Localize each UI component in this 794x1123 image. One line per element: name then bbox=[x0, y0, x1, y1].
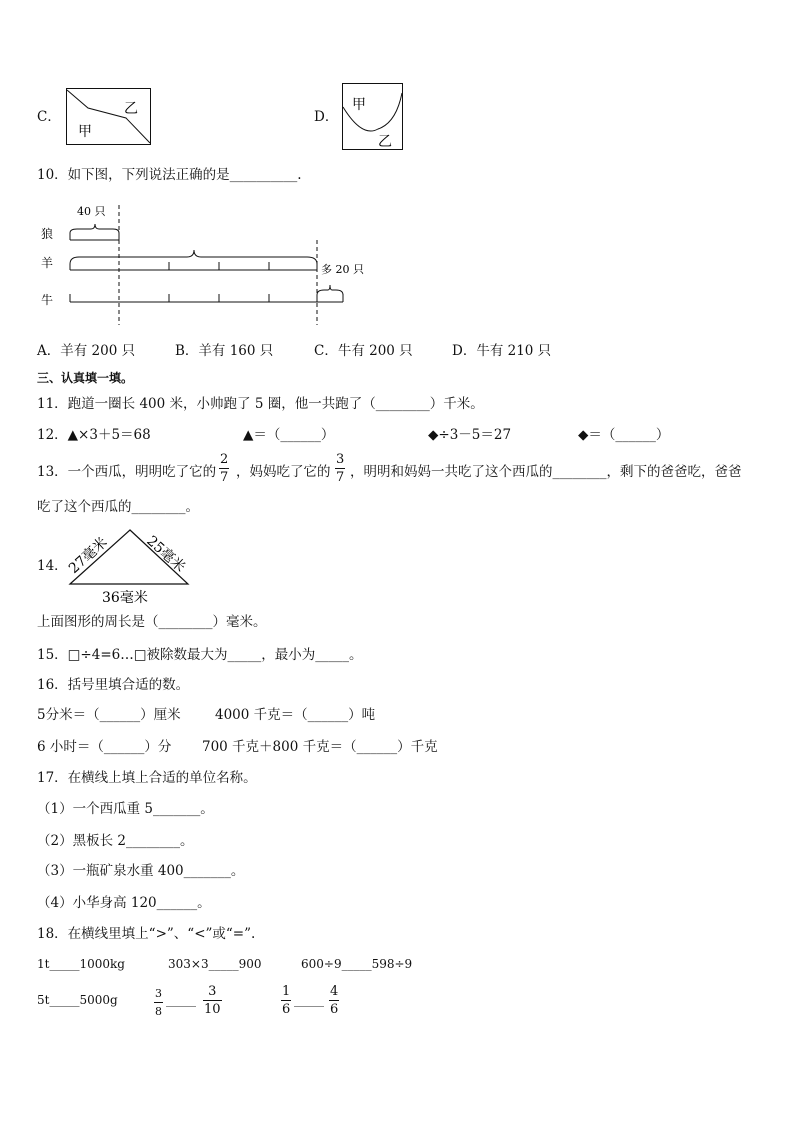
question-12-ans-b[interactable]: ◆＝（______） bbox=[578, 427, 670, 443]
option-c-bottom-label: 甲 bbox=[78, 124, 92, 140]
question-13-part-3: ，明明和妈妈一共吃了这个西瓜的________，剩下的爸爸吃，爸爸 bbox=[350, 464, 742, 480]
section-3-title: 三、认真填一填。 bbox=[37, 371, 134, 385]
q10-answer-blank[interactable]: __________ bbox=[229, 167, 298, 183]
question-13-line-2: 吃了这个西瓜的________。 bbox=[37, 499, 199, 515]
sheep-label: 羊 bbox=[41, 256, 54, 270]
q18-fraction-3-10: 3 10 bbox=[204, 984, 221, 1017]
q17-item-2: （2）黑板长 2________。 bbox=[37, 833, 194, 849]
q18-item-4: 5t_____5000g bbox=[37, 993, 118, 1007]
question-13-part-1: 13．一个西瓜，明明吃了它的 bbox=[37, 464, 217, 480]
question-12-ans-a[interactable]: ▲＝（______） bbox=[243, 427, 335, 443]
q18-fraction-4-6: 4 6 bbox=[330, 984, 339, 1017]
option-d-label: D． bbox=[314, 109, 339, 125]
q10-option-a[interactable]: A．羊有 200 只 bbox=[37, 343, 136, 359]
question-14-text: 上面图形的周长是（________）毫米。 bbox=[37, 614, 267, 630]
question-16-title: 16．括号里填合适的数。 bbox=[37, 677, 190, 693]
q18-fraction-3-8: 3 8 bbox=[155, 987, 162, 1018]
question-12-eq-a: 12．▲×3＋5＝68 bbox=[37, 427, 151, 443]
triangle-right-side: 25毫米 bbox=[143, 533, 189, 576]
question-14-number: 14． bbox=[37, 558, 68, 574]
q18-blank-6[interactable]: _____ bbox=[294, 993, 324, 1007]
q18-item-1: 1t_____1000kg bbox=[37, 957, 125, 971]
wolf-count: 40 只 bbox=[77, 205, 106, 218]
q10-option-d[interactable]: D．牛有 210 只 bbox=[452, 343, 552, 359]
triangle-left-side: 27毫米 bbox=[65, 534, 111, 577]
cow-label: 牛 bbox=[41, 293, 54, 307]
q16-item-3: 6 小时＝（______）分 bbox=[37, 739, 172, 755]
more-label: 多 20 只 bbox=[321, 263, 364, 276]
question-15: 15．□÷4=6…□被除数最大为_____，最小为_____。 bbox=[37, 647, 363, 663]
option-d-bottom-label: 乙 bbox=[378, 134, 392, 150]
option-d-figure bbox=[342, 83, 404, 151]
option-d-top-label: 甲 bbox=[352, 97, 366, 113]
question-17-title: 17．在横线上填上合适的单位名称。 bbox=[37, 770, 257, 786]
q17-item-4: （4）小华身高 120______。 bbox=[37, 895, 211, 911]
q17-item-3: （3）一瓶矿泉水重 400_______。 bbox=[37, 863, 245, 879]
q14-triangle-figure bbox=[64, 526, 194, 608]
q13-fraction-2: 3 7 bbox=[336, 452, 345, 485]
q16-item-4: 700 千克＋800 千克＝（______）千克 bbox=[202, 739, 438, 755]
q10-diagram bbox=[37, 200, 377, 330]
wolf-label: 狼 bbox=[41, 227, 54, 241]
question-11: 11．跑道一圈长 400 米，小帅跑了 5 圈，他一共跑了（________）千米。 bbox=[37, 396, 484, 412]
option-c-label: C． bbox=[37, 109, 61, 125]
option-c-top-label: 乙 bbox=[124, 101, 138, 117]
q18-blank-5[interactable]: _____ bbox=[166, 993, 196, 1007]
q18-item-2: 303×3_____900 bbox=[168, 957, 262, 971]
question-12-eq-b: ◆÷3－5＝27 bbox=[428, 427, 512, 443]
q10-stem: 10．如下图，下列说法正确的是__________. bbox=[37, 167, 302, 183]
q18-fraction-1-6: 1 6 bbox=[282, 984, 291, 1017]
q10-option-b[interactable]: B．羊有 160 只 bbox=[175, 343, 274, 359]
q16-item-1: 5分米＝（______）厘米 bbox=[37, 707, 181, 723]
q17-item-1: （1）一个西瓜重 5_______。 bbox=[37, 801, 214, 817]
option-c-figure bbox=[66, 88, 152, 146]
triangle-base: 36毫米 bbox=[102, 590, 148, 606]
question-18-title: 18．在横线里填上“>”、“<”或“=”. bbox=[37, 926, 256, 942]
q16-item-2: 4000 千克＝（______）吨 bbox=[215, 707, 376, 723]
question-13-part-2: ，妈妈吃了它的 bbox=[236, 464, 331, 480]
q13-fraction-1: 2 7 bbox=[220, 452, 229, 485]
q10-option-c[interactable]: C．牛有 200 只 bbox=[314, 343, 413, 359]
q18-item-3: 600÷9_____598÷9 bbox=[301, 957, 413, 971]
